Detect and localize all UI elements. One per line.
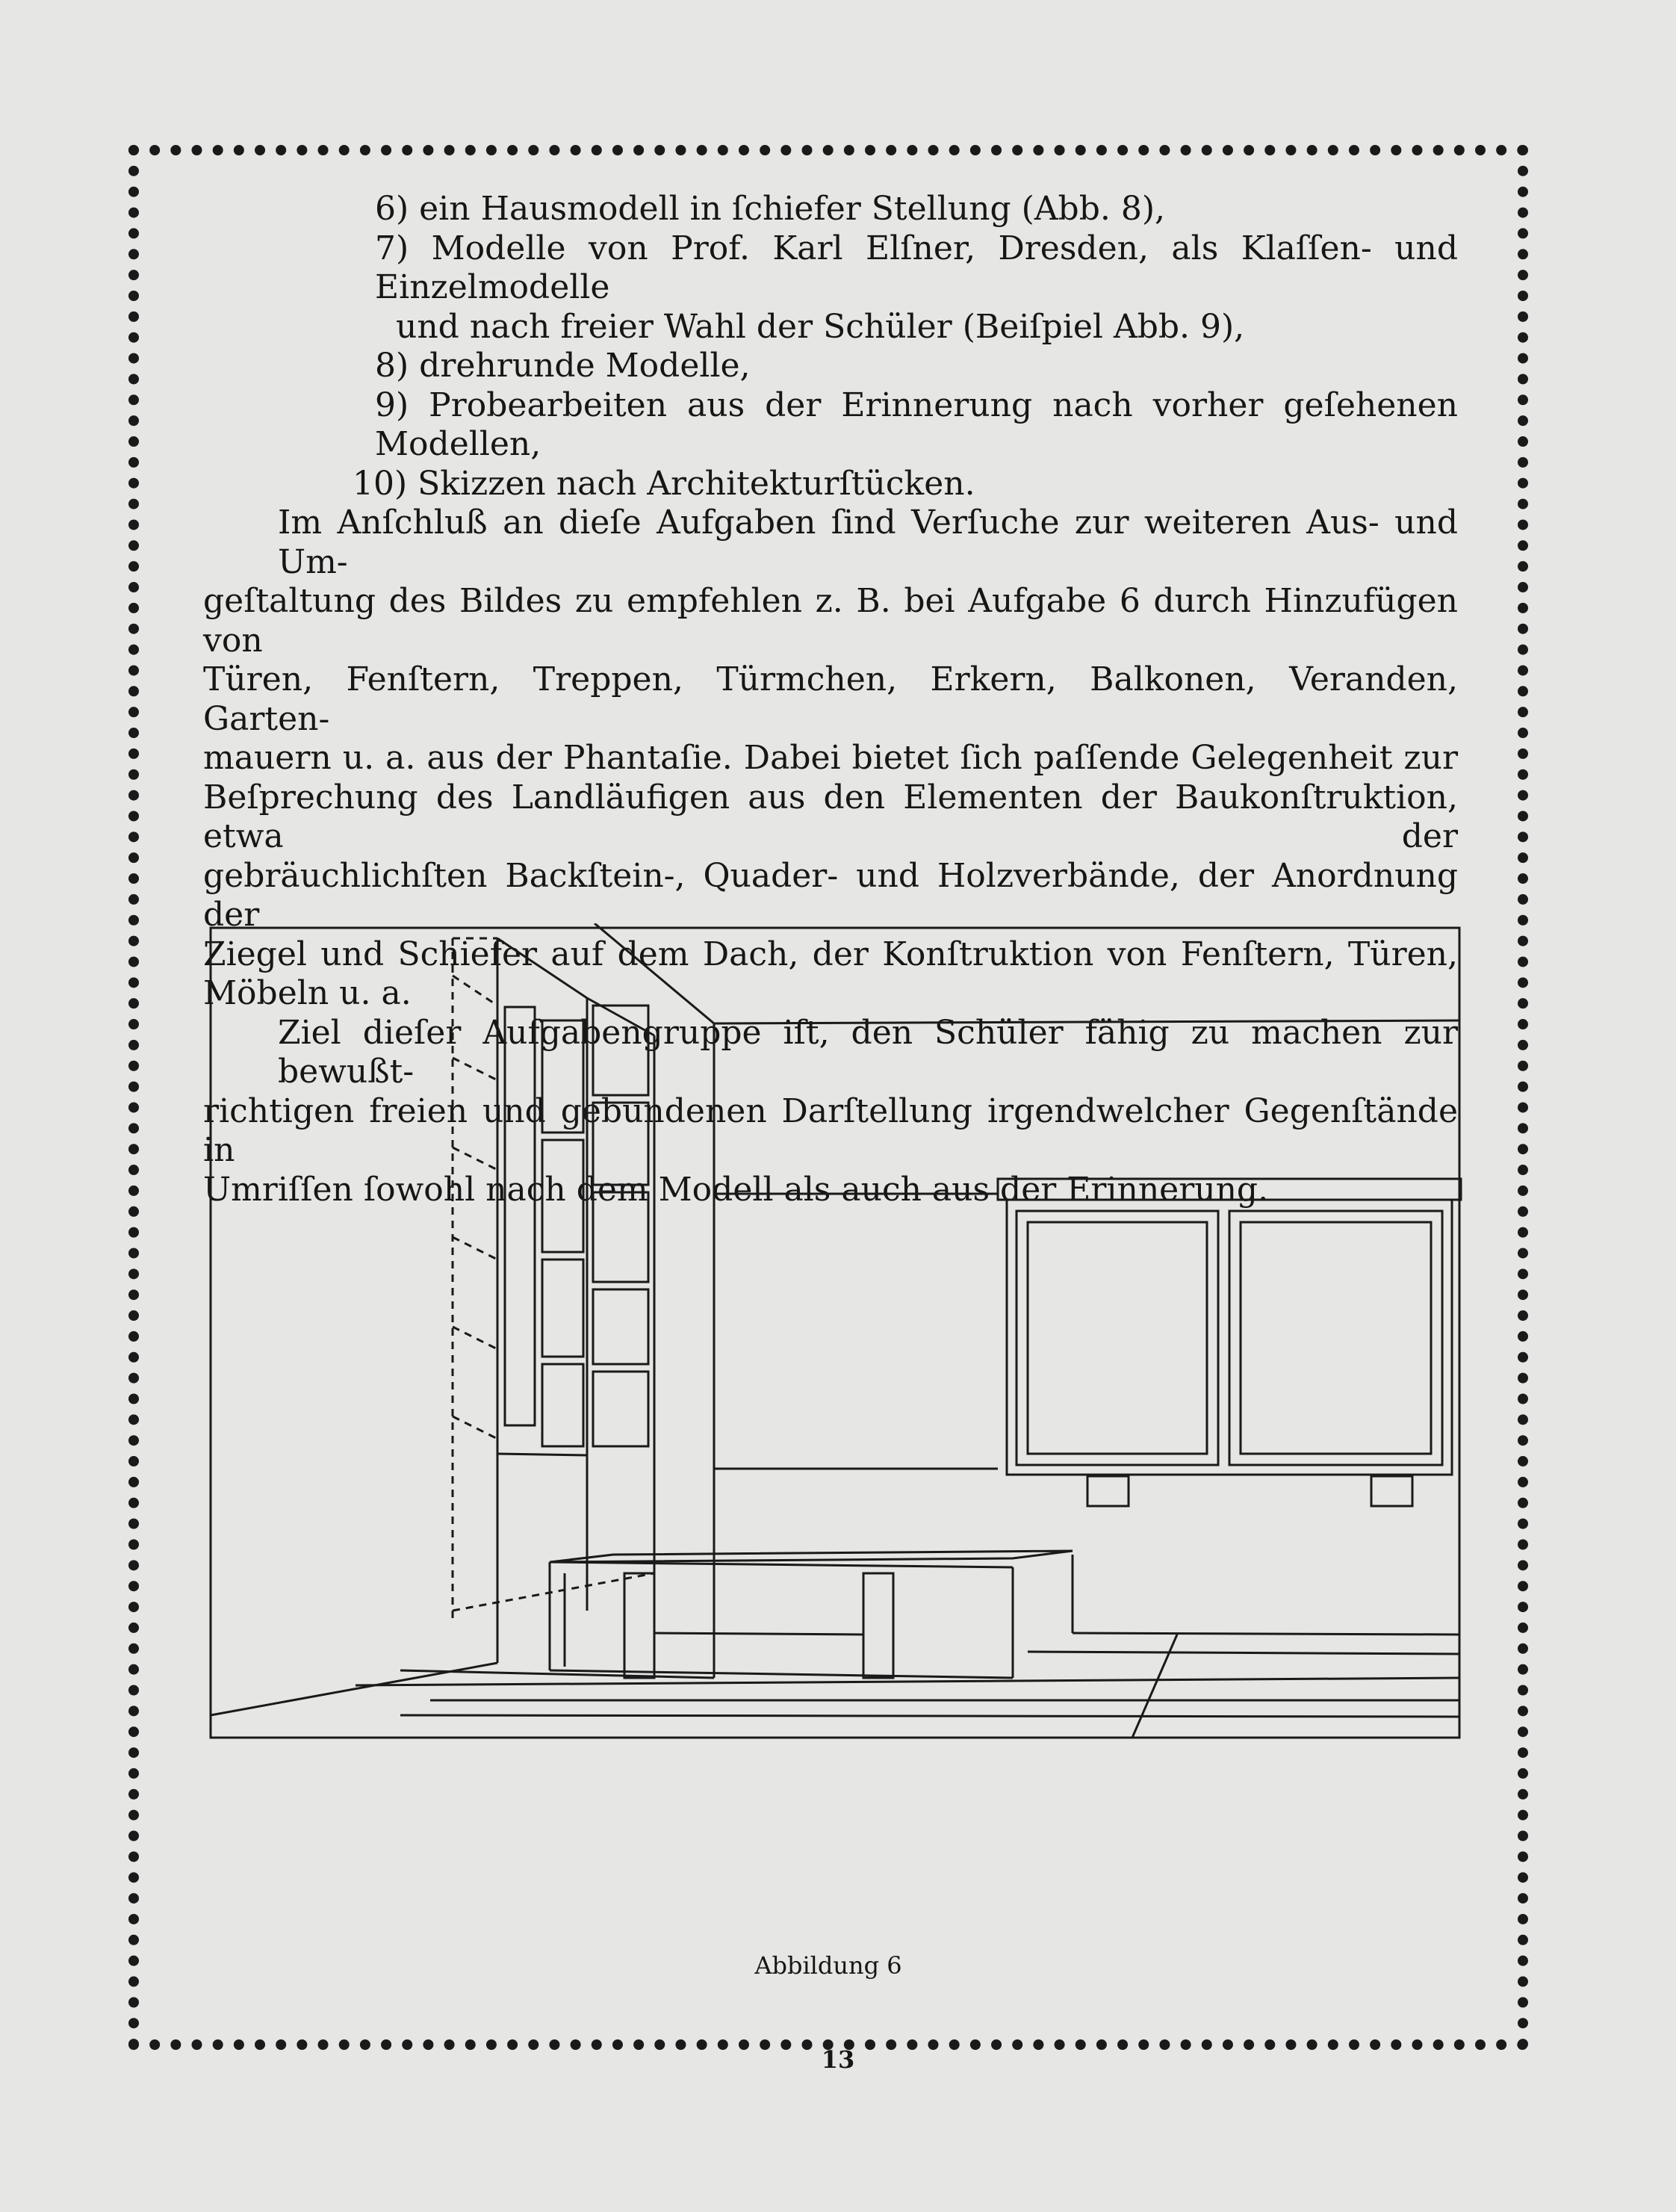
list-item: 9) Probearbeiten aus der Erinnerung nach vorher geſehenen Modellen, (375, 385, 1458, 463)
paragraph-line: Ziegel und Schiefer auf dem Dach, der Konſtruktion von Fenſtern, Türen, (203, 935, 1458, 973)
ceiling-corner-line (595, 923, 714, 1023)
page-number: 13 (821, 2045, 855, 2074)
page-frame (128, 145, 1528, 2050)
list-item-continuation: und nach freier Wahl der Schüler (Beiſpiel Abb. 9), (396, 307, 1245, 346)
window-top-edge (497, 938, 587, 998)
paragraph-line: richtigen freien und gebundenen Darſtellung irgendwelcher Gegenſtände in (203, 1091, 1458, 1169)
list-item: 10) Skizzen nach Architekturſtücken. (353, 464, 975, 503)
back-wall-top (714, 1020, 1459, 1023)
window-reveal-top (587, 998, 654, 1035)
paragraph-line: Beſprechung des Landläufigen aus den Elementen der Baukonſtruktion, etwa der (203, 778, 1458, 855)
list-item: 6) ein Hausmodell in ſchiefer Stellung (Abb. 8), (375, 190, 1165, 228)
paragraph-line: Umriſſen ſowohl nach dem Modell als auch aus der Erinnerung. (203, 1170, 1269, 1209)
paragraph-line: geſtaltung des Bildes zu empfehlen z. B. bei Aufgabe 6 durch Hinzufügen von (203, 582, 1458, 660)
table (550, 1551, 1073, 1678)
window-sill (497, 1454, 587, 1455)
paragraph-line: gebräuchlichſten Backſtein-, Quader- und Holzverbände, der Anordnung der (203, 856, 1458, 934)
paragraph-line: Möbeln u. a. (203, 974, 412, 1012)
perspective-drawing-figure (206, 923, 1464, 1742)
list-item: 7) Modelle von Prof. Karl Elſner, Dresden, als Klaſſen- und Einzelmodelle (375, 229, 1458, 306)
wall-cabinet (998, 1179, 1461, 1506)
figure-caption: Abbildung 6 (754, 1951, 902, 1980)
list-item: 8) drehrunde Modelle, (375, 347, 751, 385)
drawing-frame (211, 928, 1459, 1738)
hidden-lines (453, 938, 654, 1618)
paragraph-line: Ziel dieſer Aufgabengruppe iſt, den Schüler fähig zu machen zur bewußt- (278, 1013, 1458, 1091)
paragraph-line: Türen, Fenſtern, Treppen, Türmchen, Erkern, Balkonen, Veranden, Garten- (203, 660, 1458, 738)
floor-planks (211, 1633, 1459, 1738)
paragraph-line: Im Anſchluß an dieſe Aufgaben ſind Verſuche zur weiteren Aus- und Um- (278, 504, 1458, 581)
paragraph-line: mauern u. a. aus der Phantaſie. Dabei bietet ſich paſſende Gelegenheit zur (203, 739, 1458, 777)
room-perspective-drawing (206, 923, 1464, 1742)
window-panes (505, 1006, 648, 1446)
